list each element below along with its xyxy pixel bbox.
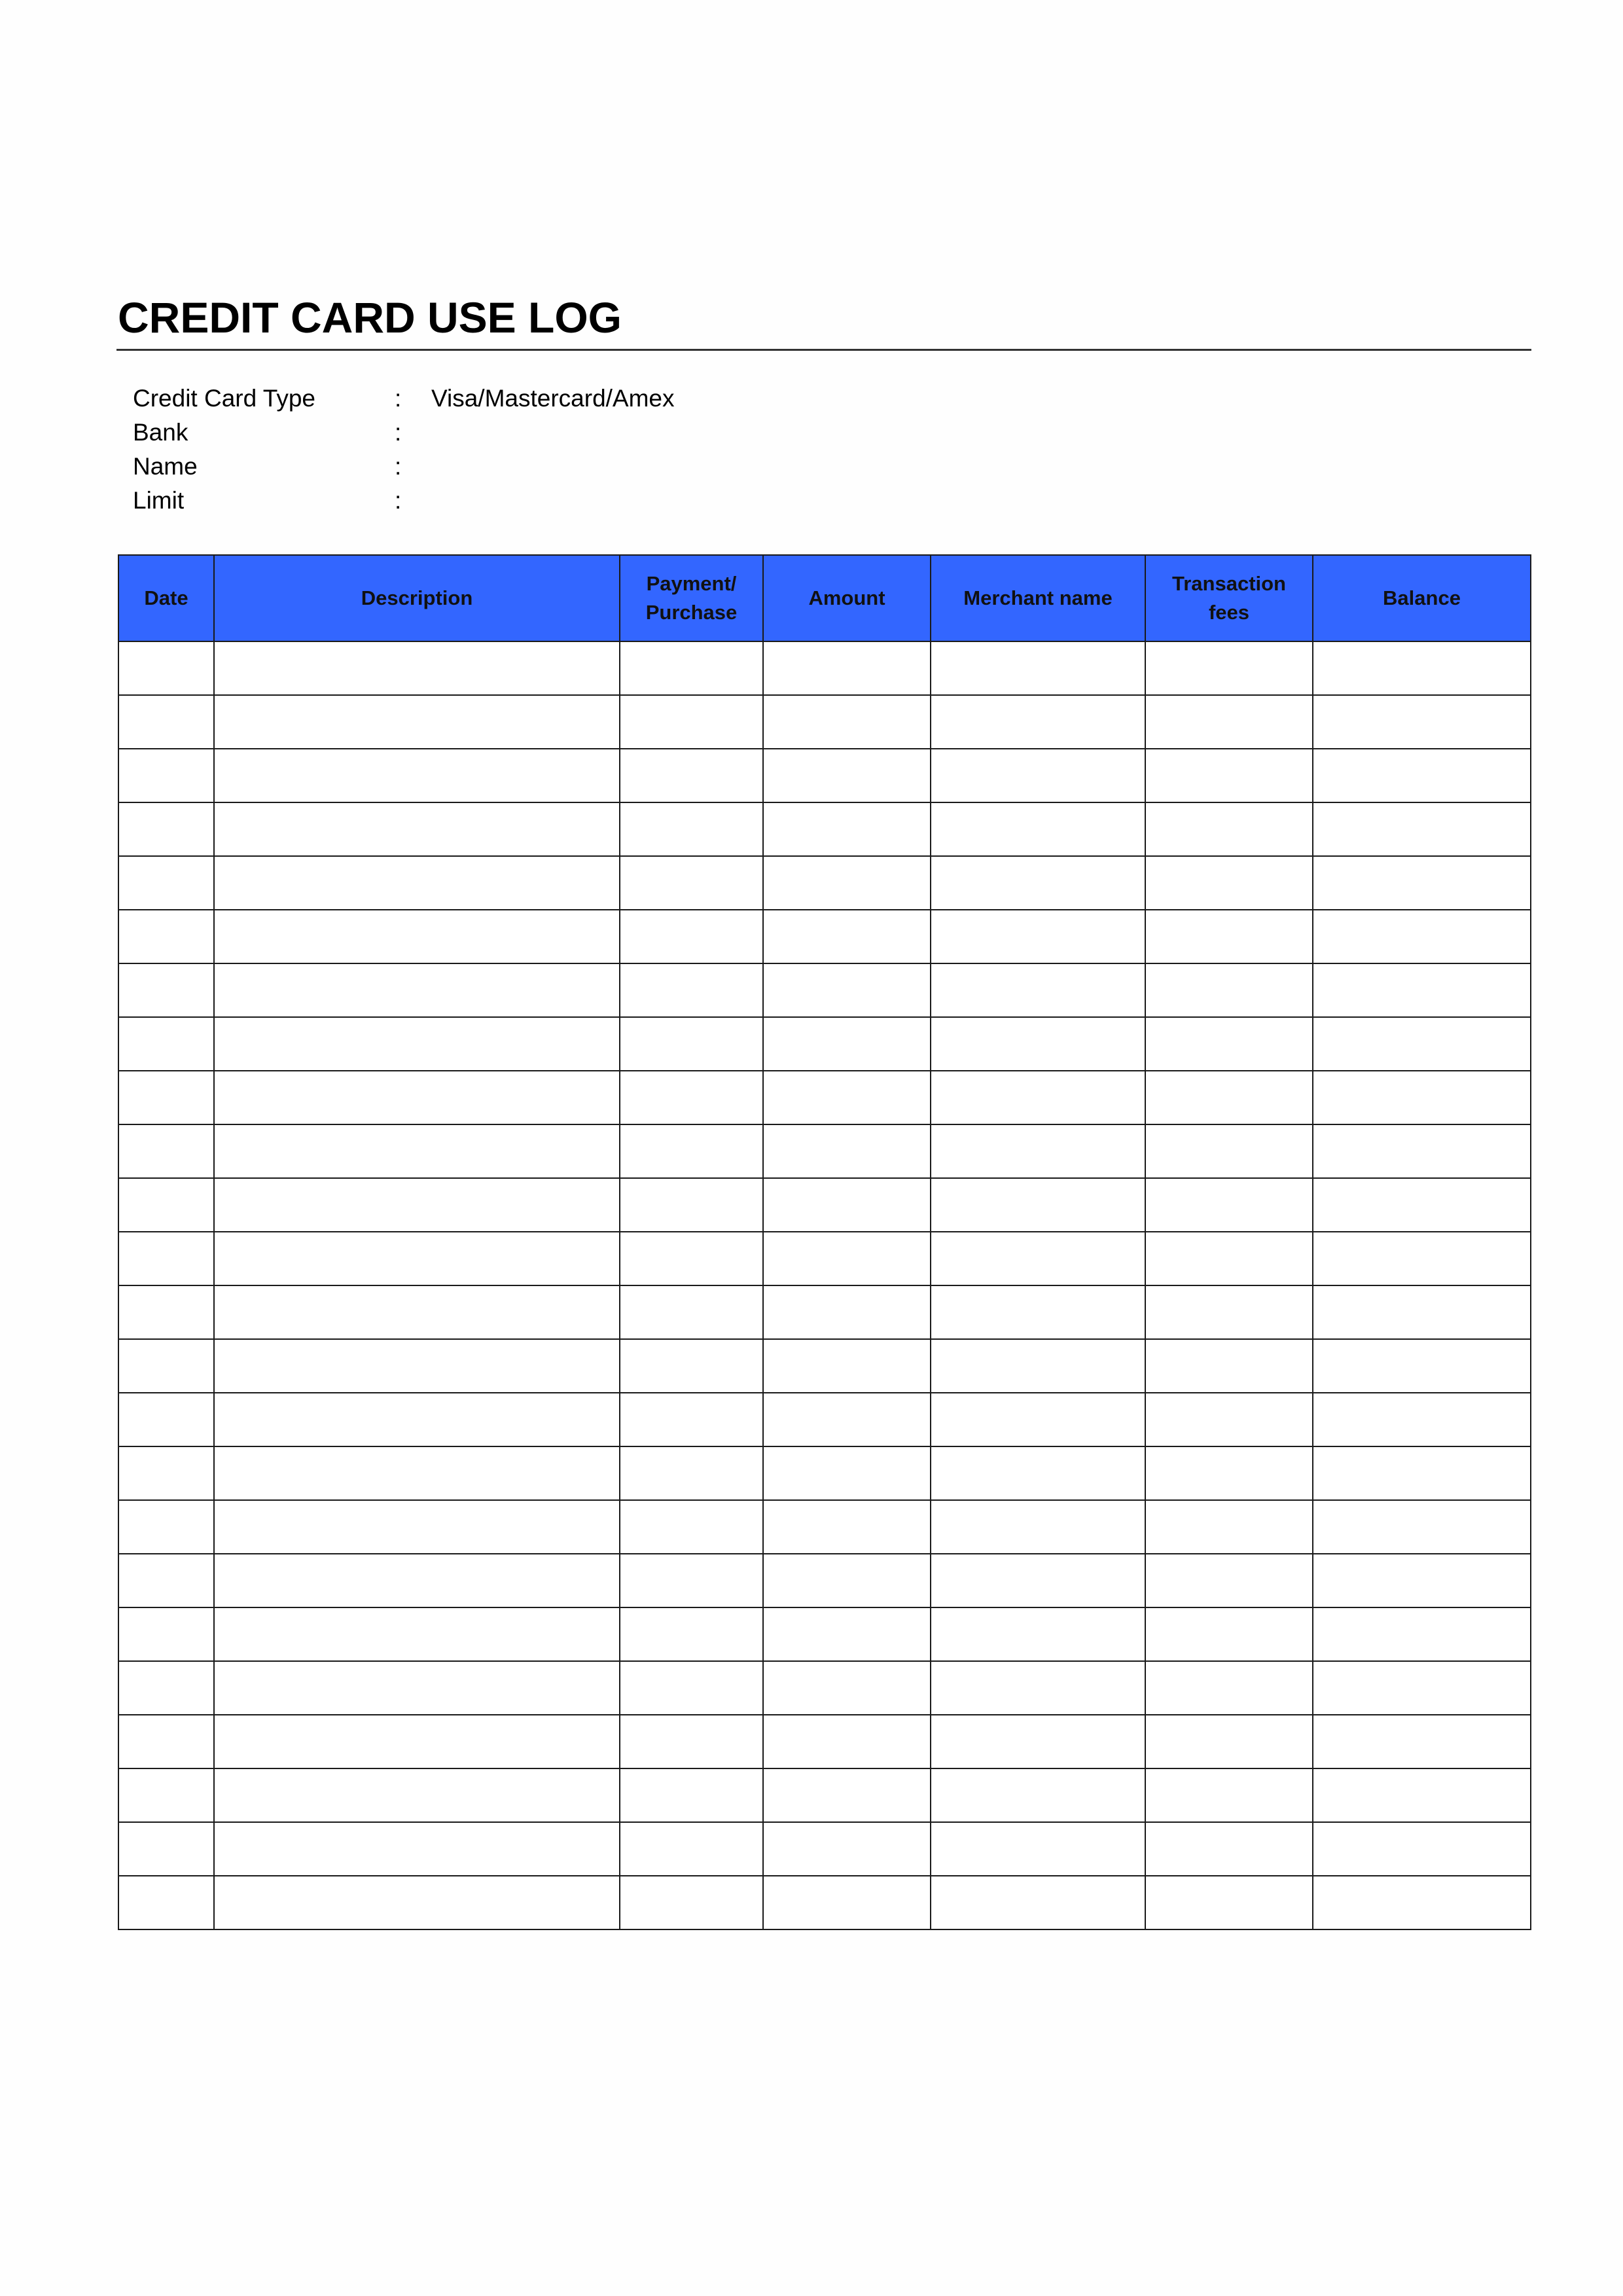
table-row [118, 641, 1531, 695]
description-cell[interactable] [214, 1339, 620, 1393]
description-cell[interactable] [214, 1178, 620, 1232]
balance-cell[interactable] [1313, 1554, 1531, 1607]
balance-cell[interactable] [1313, 1178, 1531, 1232]
table-row [118, 749, 1531, 802]
amount-cell[interactable] [763, 1017, 931, 1071]
column-header-balance: Balance [1313, 555, 1531, 641]
info-value[interactable]: Visa/Mastercard/Amex [431, 385, 675, 412]
amount-cell[interactable] [763, 1661, 931, 1715]
table-row [118, 1285, 1531, 1339]
column-header-merchant-name: Merchant name [931, 555, 1145, 641]
description-cell[interactable] [214, 856, 620, 910]
balance-cell[interactable] [1313, 641, 1531, 695]
table-row [118, 856, 1531, 910]
page-title: CREDIT CARD USE LOG [118, 293, 622, 342]
date-cell[interactable] [118, 1124, 214, 1178]
transaction-fees-cell[interactable] [1145, 1285, 1313, 1339]
payment-purchase-cell[interactable] [620, 1017, 763, 1071]
balance-cell[interactable] [1313, 1285, 1531, 1339]
payment-purchase-cell[interactable] [620, 1768, 763, 1822]
merchant-name-cell[interactable] [931, 1393, 1145, 1446]
payment-purchase-cell[interactable] [620, 1393, 763, 1446]
balance-cell[interactable] [1313, 1607, 1531, 1661]
table-row [118, 1017, 1531, 1071]
amount-cell[interactable] [763, 1500, 931, 1554]
merchant-name-cell[interactable] [931, 1661, 1145, 1715]
amount-cell[interactable] [763, 1178, 931, 1232]
date-cell[interactable] [118, 1017, 214, 1071]
payment-purchase-cell[interactable] [620, 1339, 763, 1393]
amount-cell[interactable] [763, 749, 931, 802]
info-label: Limit [133, 487, 185, 514]
merchant-name-cell[interactable] [931, 1768, 1145, 1822]
table-row [118, 1124, 1531, 1178]
table-row [118, 1339, 1531, 1393]
merchant-name-cell[interactable] [931, 1876, 1145, 1929]
amount-cell[interactable] [763, 1715, 931, 1768]
description-cell[interactable] [214, 1715, 620, 1768]
date-cell[interactable] [118, 856, 214, 910]
date-cell[interactable] [118, 695, 214, 749]
column-header-description: Description [214, 555, 620, 641]
amount-cell[interactable] [763, 856, 931, 910]
amount-cell[interactable] [763, 1822, 931, 1876]
table-row [118, 1446, 1531, 1500]
description-cell[interactable] [214, 1876, 620, 1929]
description-cell[interactable] [214, 802, 620, 856]
transaction-fees-cell[interactable] [1145, 641, 1313, 695]
transaction-fees-cell[interactable] [1145, 695, 1313, 749]
title-divider [116, 349, 1531, 351]
amount-cell[interactable] [763, 1124, 931, 1178]
amount-cell[interactable] [763, 1446, 931, 1500]
transaction-fees-cell[interactable] [1145, 1554, 1313, 1607]
balance-cell[interactable] [1313, 1500, 1531, 1554]
table-row [118, 1232, 1531, 1285]
merchant-name-cell[interactable] [931, 695, 1145, 749]
info-row-card-type [133, 382, 824, 416]
transaction-fees-cell[interactable] [1145, 963, 1313, 1017]
payment-purchase-cell[interactable] [620, 1446, 763, 1500]
date-cell[interactable] [118, 1876, 214, 1929]
payment-purchase-cell[interactable] [620, 1876, 763, 1929]
transaction-fees-cell[interactable] [1145, 1446, 1313, 1500]
merchant-name-cell[interactable] [931, 641, 1145, 695]
transaction-fees-cell[interactable] [1145, 1607, 1313, 1661]
date-cell[interactable] [118, 1178, 214, 1232]
merchant-name-cell[interactable] [931, 1178, 1145, 1232]
description-cell[interactable] [214, 1017, 620, 1071]
date-cell[interactable] [118, 910, 214, 963]
column-header-payment-purchase: Payment/ Purchase [620, 555, 763, 641]
date-cell[interactable] [118, 1446, 214, 1500]
merchant-name-cell[interactable] [931, 1017, 1145, 1071]
info-label: Credit Card Type [133, 385, 315, 412]
amount-cell[interactable] [763, 1339, 931, 1393]
amount-cell[interactable] [763, 1554, 931, 1607]
table-row [118, 1071, 1531, 1124]
payment-purchase-cell[interactable] [620, 963, 763, 1017]
date-cell[interactable] [118, 1339, 214, 1393]
date-cell[interactable] [118, 1500, 214, 1554]
info-colon: : [395, 453, 402, 480]
date-cell[interactable] [118, 1822, 214, 1876]
info-colon: : [395, 419, 402, 446]
payment-purchase-cell[interactable] [620, 1500, 763, 1554]
date-cell[interactable] [118, 963, 214, 1017]
payment-purchase-cell[interactable] [620, 802, 763, 856]
info-row-name [133, 450, 824, 484]
description-cell[interactable] [214, 910, 620, 963]
balance-cell[interactable] [1313, 1124, 1531, 1178]
balance-cell[interactable] [1313, 1876, 1531, 1929]
date-cell[interactable] [118, 1285, 214, 1339]
table-row [118, 802, 1531, 856]
info-label: Name [133, 453, 198, 480]
description-cell[interactable] [214, 1768, 620, 1822]
payment-purchase-cell[interactable] [620, 695, 763, 749]
balance-cell[interactable] [1313, 1071, 1531, 1124]
payment-purchase-cell[interactable] [620, 1232, 763, 1285]
balance-cell[interactable] [1313, 1232, 1531, 1285]
transaction-fees-cell[interactable] [1145, 1768, 1313, 1822]
payment-purchase-cell[interactable] [620, 1661, 763, 1715]
balance-cell[interactable] [1313, 1661, 1531, 1715]
date-cell[interactable] [118, 1554, 214, 1607]
merchant-name-cell[interactable] [931, 1339, 1145, 1393]
balance-cell[interactable] [1313, 856, 1531, 910]
credit-card-log-table [118, 554, 1531, 1930]
amount-cell[interactable] [763, 695, 931, 749]
transaction-fees-cell[interactable] [1145, 1715, 1313, 1768]
info-colon: : [395, 487, 402, 514]
payment-purchase-cell[interactable] [620, 1285, 763, 1339]
description-cell[interactable] [214, 1285, 620, 1339]
description-cell[interactable] [214, 1500, 620, 1554]
transaction-fees-cell[interactable] [1145, 856, 1313, 910]
info-colon: : [395, 385, 402, 412]
description-cell[interactable] [214, 641, 620, 695]
column-header-amount: Amount [763, 555, 931, 641]
date-cell[interactable] [118, 1768, 214, 1822]
merchant-name-cell[interactable] [931, 856, 1145, 910]
transaction-fees-cell[interactable] [1145, 749, 1313, 802]
balance-cell[interactable] [1313, 695, 1531, 749]
date-cell[interactable] [118, 1393, 214, 1446]
merchant-name-cell[interactable] [931, 1822, 1145, 1876]
transaction-fees-cell[interactable] [1145, 1071, 1313, 1124]
description-cell[interactable] [214, 695, 620, 749]
amount-cell[interactable] [763, 910, 931, 963]
payment-purchase-cell[interactable] [620, 641, 763, 695]
transaction-fees-cell[interactable] [1145, 1822, 1313, 1876]
merchant-name-cell[interactable] [931, 1232, 1145, 1285]
date-cell[interactable] [118, 641, 214, 695]
balance-cell[interactable] [1313, 910, 1531, 963]
merchant-name-cell[interactable] [931, 1607, 1145, 1661]
table-row [118, 1500, 1531, 1554]
table-row [118, 1768, 1531, 1822]
description-cell[interactable] [214, 749, 620, 802]
description-cell[interactable] [214, 1822, 620, 1876]
date-cell[interactable] [118, 1071, 214, 1124]
balance-cell[interactable] [1313, 1822, 1531, 1876]
transaction-fees-cell[interactable] [1145, 1178, 1313, 1232]
transaction-fees-cell[interactable] [1145, 1017, 1313, 1071]
table-row [118, 1715, 1531, 1768]
balance-cell[interactable] [1313, 1393, 1531, 1446]
table-body [118, 641, 1531, 1929]
payment-purchase-cell[interactable] [620, 1124, 763, 1178]
table-row [118, 1822, 1531, 1876]
column-header-transaction-fees: Transaction fees [1145, 555, 1313, 641]
merchant-name-cell[interactable] [931, 963, 1145, 1017]
balance-cell[interactable] [1313, 1715, 1531, 1768]
info-row-bank [133, 416, 824, 450]
balance-cell[interactable] [1313, 1339, 1531, 1393]
balance-cell[interactable] [1313, 1017, 1531, 1071]
merchant-name-cell[interactable] [931, 1124, 1145, 1178]
payment-purchase-cell[interactable] [620, 1607, 763, 1661]
amount-cell[interactable] [763, 963, 931, 1017]
amount-cell[interactable] [763, 1232, 931, 1285]
merchant-name-cell[interactable] [931, 749, 1145, 802]
balance-cell[interactable] [1313, 1768, 1531, 1822]
description-cell[interactable] [214, 1446, 620, 1500]
payment-purchase-cell[interactable] [620, 1715, 763, 1768]
amount-cell[interactable] [763, 802, 931, 856]
table-row [118, 1554, 1531, 1607]
merchant-name-cell[interactable] [931, 1071, 1145, 1124]
balance-cell[interactable] [1313, 802, 1531, 856]
date-cell[interactable] [118, 802, 214, 856]
transaction-fees-cell[interactable] [1145, 1339, 1313, 1393]
column-header-date: Date [118, 555, 214, 641]
date-cell[interactable] [118, 1232, 214, 1285]
payment-purchase-cell[interactable] [620, 856, 763, 910]
payment-purchase-cell[interactable] [620, 910, 763, 963]
transaction-fees-cell[interactable] [1145, 1876, 1313, 1929]
amount-cell[interactable] [763, 1768, 931, 1822]
table-row [118, 1607, 1531, 1661]
transaction-fees-cell[interactable] [1145, 1393, 1313, 1446]
card-info-section [133, 382, 824, 518]
balance-cell[interactable] [1313, 749, 1531, 802]
table-row [118, 1178, 1531, 1232]
amount-cell[interactable] [763, 1607, 931, 1661]
merchant-name-cell[interactable] [931, 1500, 1145, 1554]
description-cell[interactable] [214, 1124, 620, 1178]
table-row [118, 1661, 1531, 1715]
transaction-fees-cell[interactable] [1145, 802, 1313, 856]
merchant-name-cell[interactable] [931, 802, 1145, 856]
description-cell[interactable] [214, 1071, 620, 1124]
info-label: Bank [133, 419, 188, 446]
info-row-limit [133, 484, 824, 518]
merchant-name-cell[interactable] [931, 1285, 1145, 1339]
description-cell[interactable] [214, 1554, 620, 1607]
payment-purchase-cell[interactable] [620, 1822, 763, 1876]
date-cell[interactable] [118, 749, 214, 802]
amount-cell[interactable] [763, 1876, 931, 1929]
transaction-fees-cell[interactable] [1145, 1124, 1313, 1178]
description-cell[interactable] [214, 1607, 620, 1661]
payment-purchase-cell[interactable] [620, 1554, 763, 1607]
transaction-fees-cell[interactable] [1145, 1232, 1313, 1285]
balance-cell[interactable] [1313, 1446, 1531, 1500]
transaction-fees-cell[interactable] [1145, 910, 1313, 963]
amount-cell[interactable] [763, 1285, 931, 1339]
amount-cell[interactable] [763, 1071, 931, 1124]
description-cell[interactable] [214, 1232, 620, 1285]
merchant-name-cell[interactable] [931, 910, 1145, 963]
table-row [118, 910, 1531, 963]
date-cell[interactable] [118, 1661, 214, 1715]
table-row [118, 1393, 1531, 1446]
balance-cell[interactable] [1313, 963, 1531, 1017]
amount-cell[interactable] [763, 641, 931, 695]
transaction-fees-cell[interactable] [1145, 1500, 1313, 1554]
table-row [118, 963, 1531, 1017]
merchant-name-cell[interactable] [931, 1446, 1145, 1500]
table-header-row [118, 555, 1531, 641]
merchant-name-cell[interactable] [931, 1715, 1145, 1768]
date-cell[interactable] [118, 1607, 214, 1661]
payment-purchase-cell[interactable] [620, 1178, 763, 1232]
date-cell[interactable] [118, 1715, 214, 1768]
description-cell[interactable] [214, 1393, 620, 1446]
description-cell[interactable] [214, 963, 620, 1017]
payment-purchase-cell[interactable] [620, 749, 763, 802]
payment-purchase-cell[interactable] [620, 1071, 763, 1124]
transaction-fees-cell[interactable] [1145, 1661, 1313, 1715]
table-row [118, 1876, 1531, 1929]
amount-cell[interactable] [763, 1393, 931, 1446]
merchant-name-cell[interactable] [931, 1554, 1145, 1607]
description-cell[interactable] [214, 1661, 620, 1715]
table-row [118, 695, 1531, 749]
